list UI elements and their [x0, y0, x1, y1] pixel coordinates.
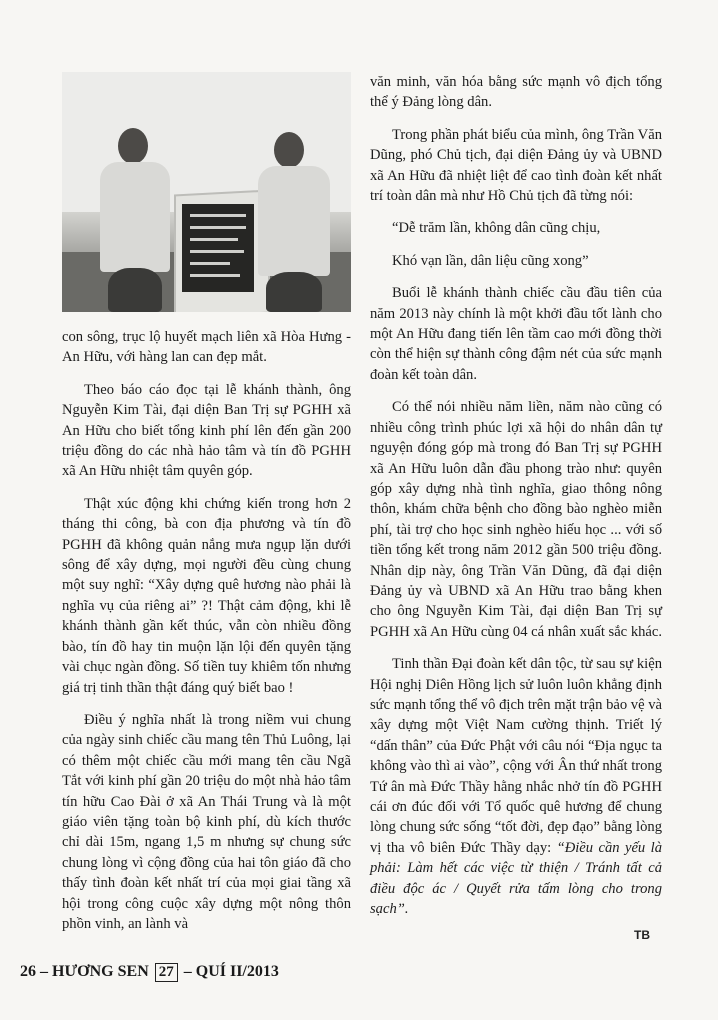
quarter-label: QUÍ II/2013: [195, 963, 279, 980]
paragraph: con sông, trục lộ huyết mạch liên xã Hòa Hưng - An Hữu, với hàng lan can đẹp mắt.: [62, 329, 351, 366]
paragraph: Điều ý nghĩa nhất là trong niềm vui chung của ngày sinh chiếc cầu mang tên Thủ Luông, lại có thêm một chiếc cầu mới mang tên cầu Ngã Tắt với kinh phí gần 20 triệu do một nhà hảo tâm tín hữu Cao Đài ở xã An Thái Trung và là một giáo viên tặng toàn bộ kinh phí, dù kích thước chỉ dài 15m, ngang 1,5 m nhưng sự chung sức chung lòng vì cộng đồng của hai tôn giáo đã cho thấy tình đoàn kết nhất trí của mọi giai tầng xã hội trong công cuộc xây dựng một nông thôn phồn vinh, an lành và: [62, 711, 351, 932]
left-text-column: [62, 327, 351, 934]
photo-person-left-head: [118, 128, 148, 164]
photo-person-left: [100, 162, 170, 272]
footer-dash: –: [40, 963, 48, 980]
paragraph: [370, 654, 662, 919]
page-footer: [20, 963, 279, 982]
author-signature: TB: [634, 928, 650, 942]
paragraph: Buổi lễ khánh thành chiếc cầu đầu tiên của năm 2013 này chính là một khởi đầu tốt lành cho một An Hữu đang tiến lên tầm cao mới đồng thời còn thể hiện sự thành công đậm nét của sức mạnh đoàn kết toàn dân.: [370, 285, 662, 383]
paragraph: Thật xúc động khi chứng kiến trong hơn 2 tháng thi công, bà con địa phương và tín đồ PGHH đã không quản nắng mưa ngụp lặn dưới sông để xây dựng, mọi người đều cùng chung một suy nghĩ: “Xây dựng quê hương nào phải là nghĩa vụ của riêng ai” ?! Thật cảm động, khi lễ khánh thành gần kết thúc, vẫn còn nhiều đồng bào, tín đồ hay tin muộn lặn lội đến quyên tặng vài chục ngàn đồng. Số tiền tuy khiêm tốn nhưng giá trị tinh thần thật đáng quý biết bao !: [62, 495, 351, 696]
issue-number: 27: [155, 963, 178, 982]
article-photo: [62, 72, 351, 312]
paragraph-text: Tinh thần Đại đoàn kết dân tộc, từ sau sự kiện Hội nghị Diên Hồng lịch sử luôn luôn khẳng định sức mạnh tổng thể vô địch trên mặt trận bảo vệ và xây dựng một Việt Nam cường thịnh. Triết lý “dấn thân” của Đức Phật với câu nói “Địa ngục ta không vào thì ai vào”, cộng với Ân thứ nhất trong Tứ ân mà Đức Thầy hằng nhắc nhở tín đồ PGHH cái ơn đúc đối với Tổ quốc quê hương để chung lòng chung sức sống “tốt đời, đẹp đạo” bằng lòng vị tha vô biên Đức Thầy dạy:: [370, 656, 662, 856]
page-number: 26: [20, 963, 36, 980]
paragraph: Trong phần phát biểu của mình, ông Trần Văn Dũng, phó Chủ tịch, đại diện Đảng ủy và UBND xã An Hữu đã nhiệt liệt để cao tình đoàn kết nhất trí toàn dân mà như Hồ Chủ tịch đã từng nói:: [370, 126, 662, 205]
paragraph: Theo báo cáo đọc tại lễ khánh thành, ông Nguyễn Kim Tài, đại diện Ban Trị sự PGHH xã An Hữu cho biết tổng kinh phí lên đến gần 200 triệu đồng do các nhà hảo tâm và tín đồ PGHH xã An Hữu nhiệt tâm quyên góp.: [62, 381, 351, 480]
photo-person-right-head: [274, 132, 304, 168]
photo-person-left-legs: [108, 268, 162, 312]
paragraph: văn minh, văn hóa bằng sức mạnh vô địch tổng thể ý Đảng lòng dân.: [370, 74, 662, 111]
footer-dash: –: [183, 963, 192, 980]
quote-line: Khó vạn lần, dân liệu cũng xong”: [392, 252, 589, 269]
photo-person-right-legs: [266, 272, 322, 312]
photo-person-right: [258, 166, 330, 276]
paragraph: Có thể nói nhiều năm liền, năm nào cũng có nhiều công trình phúc lợi xã hội do nhân dân tự nguyện đóng góp mà trong đó Ban Trị sự PGHH xã An Hữu luôn dẫn đầu phong trào như: quyên góp xây dựng nhà tình nghĩa, giao thông nông thôn, khám chữa bệnh cho đồng bào nghèo miễn phí, tài trợ cho học sinh nghèo hiếu học ... với số tiền tổng kết trong năm 2012 gần 500 triệu đồng. Nhân dịp này, ông Trần Văn Dũng, đã đại diện Đảng ủy và UBND xã An Hữu trao bằng khen cho ông Nguyễn Kim Tài, đại diện Ban Trị sự PGHH xã An Hữu cùng 04 cá nhân xuất sắc khác.: [370, 399, 663, 640]
photo-plaque: [182, 204, 254, 292]
quote-line: “Dễ trăm lần, không dân cũng chịu,: [392, 220, 601, 237]
right-text-column: [370, 72, 662, 919]
magazine-name: HƯƠNG SEN: [52, 963, 149, 980]
italic-quote: “Điều cần yếu là phải: Làm hết các việc từ thiện / Tránh tất cả điều độc ác / Quyết rửa tấm lòng cho trong sạch”.: [370, 839, 662, 918]
